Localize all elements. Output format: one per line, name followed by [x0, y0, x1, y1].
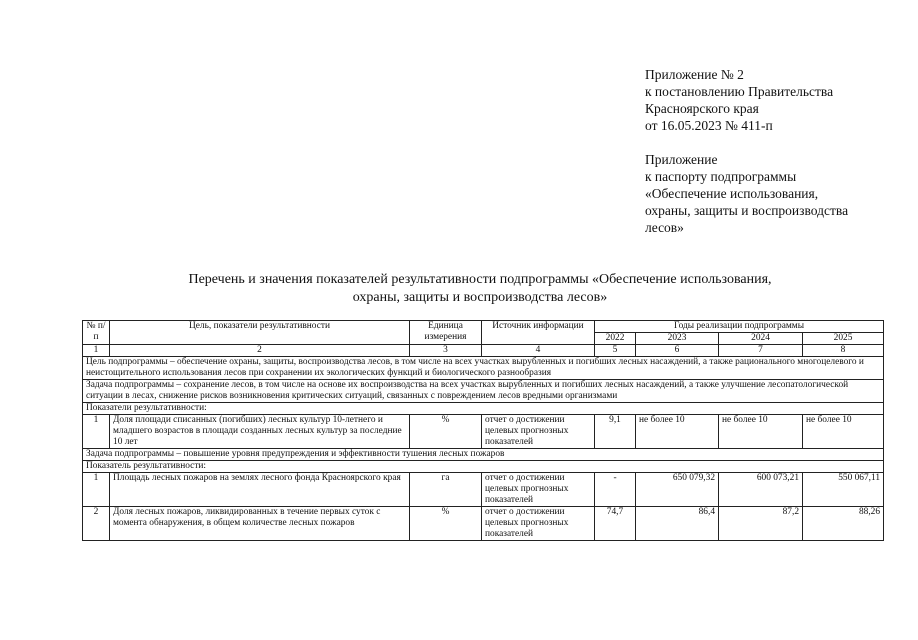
appendix-line: Приложение № 2: [645, 67, 744, 82]
row-value-2022: 74,7: [595, 507, 636, 541]
col-number: 2: [110, 345, 410, 357]
row-value-2025: не более 10: [803, 415, 884, 449]
header-source: Источник информации: [482, 321, 595, 345]
row-value-2023: 650 079,32: [636, 473, 719, 507]
goal-row: Цель подпрограммы – обеспечение охраны, защиты, воспроизводства лесов, в том числе на всех участках вырубленных и погибших лесных насаждений, а также рационального многоцелевого и неистощительного использования лесов при сохранении их экологических функций и биологического разнообразия: [83, 357, 884, 380]
header-year: 2025: [803, 333, 884, 345]
appendix-line: к паспорту подпрограммы: [645, 169, 797, 184]
task-row: Задача подпрограммы – сохранение лесов, в том числе на основе их воспроизводства на всех участках вырубленных и погибших лесных насаждений, а также улучшение лесопатологической ситуации в лесах, снижение рисков возникновения критических ситуаций, связанных с повреждением лесов вредными организмами: [83, 380, 884, 403]
row-value-2022: -: [595, 473, 636, 507]
row-value-2025: 550 067,11: [803, 473, 884, 507]
header-year: 2022: [595, 333, 636, 345]
appendix-line: лесов»: [645, 220, 684, 235]
col-number: 3: [410, 345, 482, 357]
row-name: Доля площади списанных (погибших) лесных культур 10-летнего и младшего возрастов в площади созданных лесных культур за последние 10 лет: [110, 415, 410, 449]
row-value-2025: 88,26: [803, 507, 884, 541]
indicators-table: [82, 320, 884, 541]
row-unit: %: [410, 415, 482, 449]
appendix-line: к постановлению Правительства: [645, 84, 834, 99]
row-value-2023: не более 10: [636, 415, 719, 449]
row-source: отчет о достижении целевых прогнозных показателей: [482, 507, 595, 541]
row-name: Площадь лесных пожаров на землях лесного фонда Красноярского края: [110, 473, 410, 507]
header-goal: Цель, показатели результативности: [110, 321, 410, 345]
indicators-label: Показатели результативности:: [83, 403, 884, 415]
row-value-2024: 600 073,21: [719, 473, 803, 507]
task-row: Задача подпрограммы – повышение уровня предупреждения и эффективности тушения лесных пожаров: [83, 449, 884, 461]
col-number: 7: [719, 345, 803, 357]
table-row: [83, 507, 884, 541]
row-unit: га: [410, 473, 482, 507]
row-value-2022: 9,1: [595, 415, 636, 449]
header-year: 2023: [636, 333, 719, 345]
row-source: отчет о достижении целевых прогнозных показателей: [482, 415, 595, 449]
row-value-2024: не более 10: [719, 415, 803, 449]
appendix-line: Приложение: [645, 152, 718, 167]
row-source: отчет о достижении целевых прогнозных показателей: [482, 473, 595, 507]
col-number: 8: [803, 345, 884, 357]
header-years-group: Годы реализации подпрограммы: [595, 321, 884, 333]
col-number: 4: [482, 345, 595, 357]
table-row: [83, 473, 884, 507]
header-year: 2024: [719, 333, 803, 345]
appendix-line: Красноярского края: [645, 101, 759, 116]
title-line-2: охраны, защиты и воспроизводства лесов»: [352, 290, 608, 305]
row-unit: %: [410, 507, 482, 541]
appendix-header: [645, 66, 910, 236]
appendix-line: охраны, защиты и воспроизводства: [645, 203, 849, 218]
table-row: [83, 415, 884, 449]
row-name: Доля лесных пожаров, ликвидированных в течение первых суток с момента обнаружения, в общем количестве лесных пожаров: [110, 507, 410, 541]
indicators-label: Показатель результативности:: [83, 461, 884, 473]
row-num: 1: [83, 473, 110, 507]
col-number: 5: [595, 345, 636, 357]
col-number: 1: [83, 345, 110, 357]
appendix-line: от 16.05.2023 № 411-п: [645, 118, 773, 133]
row-value-2024: 87,2: [719, 507, 803, 541]
row-num: 2: [83, 507, 110, 541]
row-num: 1: [83, 415, 110, 449]
row-value-2023: 86,4: [636, 507, 719, 541]
title-line-1: Перечень и значения показателей результативности подпрограммы «Обеспечение использования,: [188, 272, 772, 287]
document-title: [100, 271, 860, 307]
header-num: № п/п: [83, 321, 110, 345]
header-unit: Единица измерения: [410, 321, 482, 345]
col-number: 6: [636, 345, 719, 357]
appendix-line: «Обеспечение использования,: [645, 186, 819, 201]
